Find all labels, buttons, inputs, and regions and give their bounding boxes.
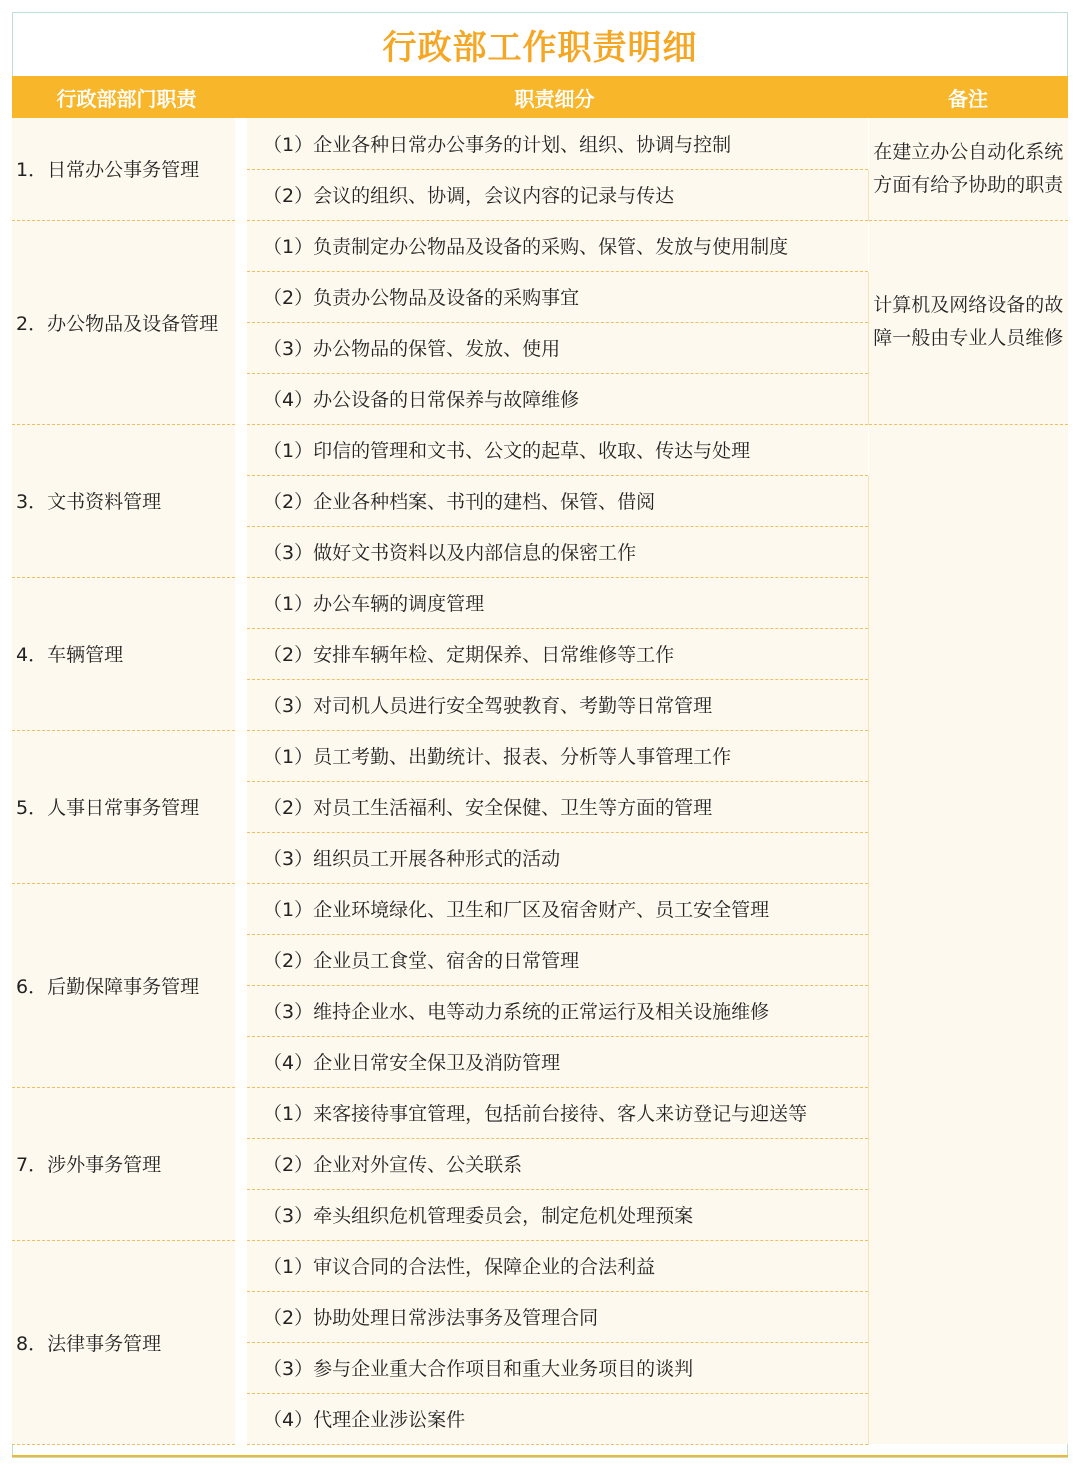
table-row: [12, 424, 1068, 475]
duties-table: [12, 76, 1068, 1445]
duty-item: （2）企业各种档案、书刊的建档、保管、借阅: [241, 475, 868, 526]
bottom-border: [12, 1455, 1068, 1457]
category-label: 3．文书资料管理: [12, 424, 241, 577]
table-row: [12, 118, 1068, 169]
duty-item: （1）办公车辆的调度管理: [241, 577, 868, 628]
header-remarks: 备注: [868, 76, 1068, 118]
duty-item: （1）企业各种日常办公事务的计划、组织、协调与控制: [241, 118, 868, 169]
duty-item: （2）协助处理日常涉法事务及管理合同: [241, 1291, 868, 1342]
category-label: 8．法律事务管理: [12, 1240, 241, 1444]
duty-item: （1）负责制定办公物品及设备的采购、保管、发放与使用制度: [241, 220, 868, 271]
duty-item: （1）企业环境绿化、卫生和厂区及宿舍财产、员工安全管理: [241, 883, 868, 934]
duty-item: （3）组织员工开展各种形式的活动: [241, 832, 868, 883]
duty-item: （4）代理企业涉讼案件: [241, 1393, 868, 1444]
category-label: 6．后勤保障事务管理: [12, 883, 241, 1087]
duty-item: （3）对司机人员进行安全驾驶教育、考勤等日常管理: [241, 679, 868, 730]
category-label: 5．人事日常事务管理: [12, 730, 241, 883]
category-label: 7．涉外事务管理: [12, 1087, 241, 1240]
duty-item: （1）来客接待事宜管理，包括前台接待、客人来访登记与迎送等: [241, 1087, 868, 1138]
category-label: 1．日常办公事务管理: [12, 118, 241, 220]
remark-note: 计算机及网络设备的故障一般由专业人员维修: [868, 220, 1068, 424]
header-duty-breakdown: 职责细分: [241, 76, 868, 118]
duty-item: （4）企业日常安全保卫及消防管理: [241, 1036, 868, 1087]
duty-item: （3）牵头组织危机管理委员会，制定危机处理预案: [241, 1189, 868, 1240]
duty-item: （2）企业对外宣传、公关联系: [241, 1138, 868, 1189]
duty-item: （3）维持企业水、电等动力系统的正常运行及相关设施维修: [241, 985, 868, 1036]
duty-item: （1）员工考勤、出勤统计、报表、分析等人事管理工作: [241, 730, 868, 781]
duty-item: （1）审议合同的合法性，保障企业的合法利益: [241, 1240, 868, 1291]
duty-item: （3）做好文书资料以及内部信息的保密工作: [241, 526, 868, 577]
duty-item: （1）印信的管理和文书、公文的起草、收取、传达与处理: [241, 424, 868, 475]
header-row: [12, 76, 1068, 118]
duty-item: （4）办公设备的日常保养与故障维修: [241, 373, 868, 424]
duty-item: （2）会议的组织、协调，会议内容的记录与传达: [241, 169, 868, 220]
duty-item: （2）安排车辆年检、定期保养、日常维修等工作: [241, 628, 868, 679]
header-department-duties: 行政部部门职责: [12, 76, 241, 118]
category-label: 4．车辆管理: [12, 577, 241, 730]
duty-item: （3）办公物品的保管、发放、使用: [241, 322, 868, 373]
duty-item: （2）负责办公物品及设备的采购事宜: [241, 271, 868, 322]
duty-item: （2）企业员工食堂、宿舍的日常管理: [241, 934, 868, 985]
table-row: [12, 220, 1068, 271]
duty-item: （2）对员工生活福利、安全保健、卫生等方面的管理: [241, 781, 868, 832]
remark-empty: [868, 424, 1068, 1444]
page-title: 行政部工作职责明细: [382, 27, 698, 68]
category-label: 2．办公物品及设备管理: [12, 220, 241, 424]
remark-note: 在建立办公自动化系统方面有给予协助的职责: [868, 118, 1068, 220]
duty-item: （3）参与企业重大合作项目和重大业务项目的谈判: [241, 1342, 868, 1393]
